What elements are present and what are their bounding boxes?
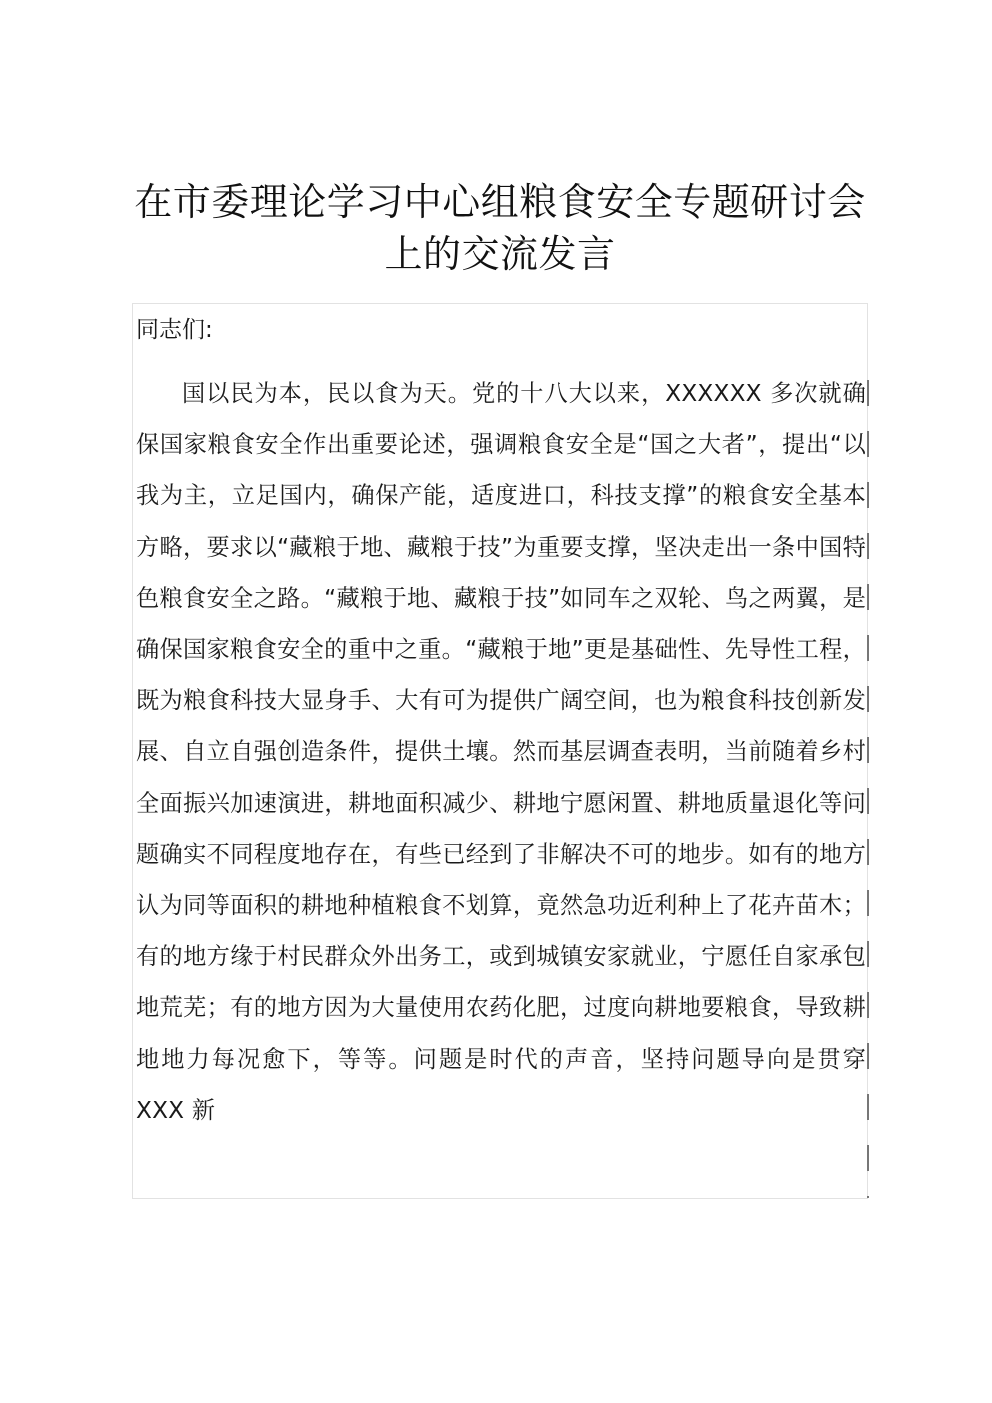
document-title: 在市委理论学习中心组粮食安全专题研讨会上的交流发言	[134, 180, 866, 276]
salutation: 同志们:	[136, 317, 213, 343]
body-paragraph: 国以民为本，民以食为天。党的十八大以来，XXXXXX 多次就确保国家粮食安全作出重要论述，强调粮食安全是“国之大者”，提出“以我为主，立足国内，确保产能，适度进口，科技支撑”的粮食安全基本方略，要求以“藏粮于地、藏粮于技”为重要支撑，坚决走出一条中国特色粮食安全之路。“藏粮于地、藏粮于技”如同车之双轮、鸟之两翼，是确保国家粮食安全的重中之重。“藏粮于地”更是基础性、先导性工程，既为粮食科技大显身手、大有可为提供广阔空间，也为粮食科技创新发展、自立自强创造条件，提供土壤。然而基层调查表明，当前随着乡村全面振兴加速演进，耕地面积减少、耕地宁愿闲置、耕地质量退化等问题确实不同程度地存在，有些已经到了非解决不可的地步。如有的地方认为同等面积的耕地种植粮食不划算，竟然急功近利种上了花卉苗木；有的地方缘于村民群众外出务工，或到城镇安家就业，宁愿任自家承包地荒芜；有的地方因为大量使用农药化肥，过度向耕地要粮食，导致耕地地力每况愈下，等等。问题是时代的声音，坚持问题导向是贯穿 XXX 新	[136, 380, 866, 1124]
text-frame-edge-marks	[867, 380, 869, 1198]
